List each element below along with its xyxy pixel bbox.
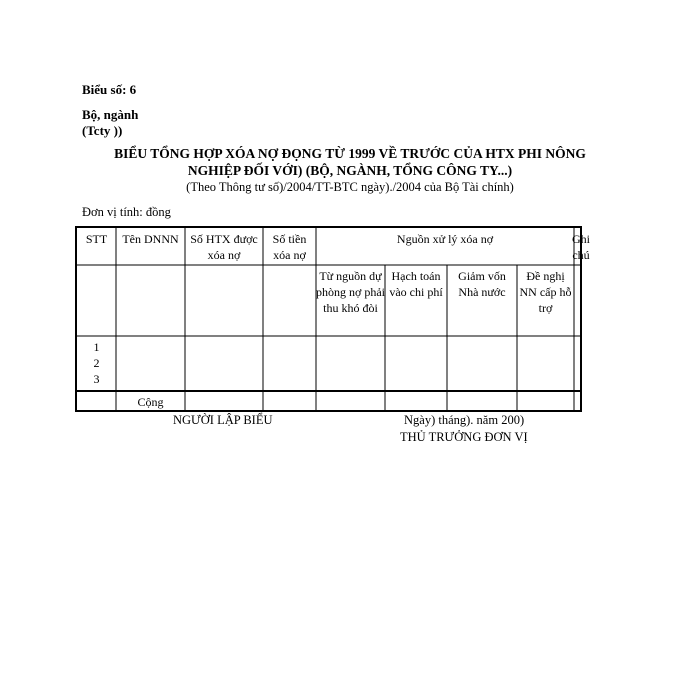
header-so-tien: Số tiền xóa nợ	[272, 232, 307, 262]
header-nguon-xu-ly: Nguồn xử lý xóa nợ	[396, 232, 494, 246]
header-ten-dnnn: Tên DNNN	[122, 232, 179, 246]
header-so-htx: Số HTX được xóa nợ	[190, 232, 258, 262]
header-stt: STT	[85, 232, 108, 246]
row-number: 1	[93, 340, 100, 354]
document-title-line2: NGHIỆP ĐỐI VỚI) (BỘ, NGÀNH, TỔNG CÔNG TY...)	[187, 163, 513, 178]
document-title-line1: BIỂU TỔNG HỢP XÓA NỢ ĐỌNG TỪ 1999 VỀ TRƯỚC CỦA HTX PHI NÔNG	[114, 146, 586, 161]
circular-reference: (Theo Thông tư số)/2004/TT-BTC ngày)./2004 của Bộ Tài chính)	[186, 180, 514, 194]
unit-label: Đơn vị tính: đồng	[82, 205, 171, 219]
ministry-label: Bộ, ngành	[82, 107, 139, 122]
head-of-unit-signature-label: THỦ TRƯỞNG ĐƠN VỊ	[400, 430, 528, 444]
row-number: 2	[93, 356, 100, 370]
row-number: 3	[93, 372, 100, 386]
form-number: Biểu số: 6	[82, 82, 137, 97]
subheader-hach-toan: Hạch toán vào chi phí	[389, 269, 443, 299]
subheader-de-nghi: Đề nghị NN cấp hỗ trợ	[519, 269, 572, 315]
preparer-signature-label: NGƯỜI LẬP BIỂU	[173, 413, 273, 427]
signature-date: Ngày) tháng). năm 200)	[404, 413, 525, 427]
table-grid-lines	[75, 226, 582, 412]
total-label: Cộng	[137, 395, 164, 409]
debt-summary-table	[75, 226, 590, 412]
subheader-du-phong: Từ nguồn dự phòng nợ phải thu khó đòi	[316, 269, 386, 315]
subheader-giam-von: Giảm vốn Nhà nước	[458, 269, 506, 299]
corporation-label: (Tcty ))	[82, 123, 123, 138]
header-ghi-chu: Ghi chú	[572, 232, 590, 262]
